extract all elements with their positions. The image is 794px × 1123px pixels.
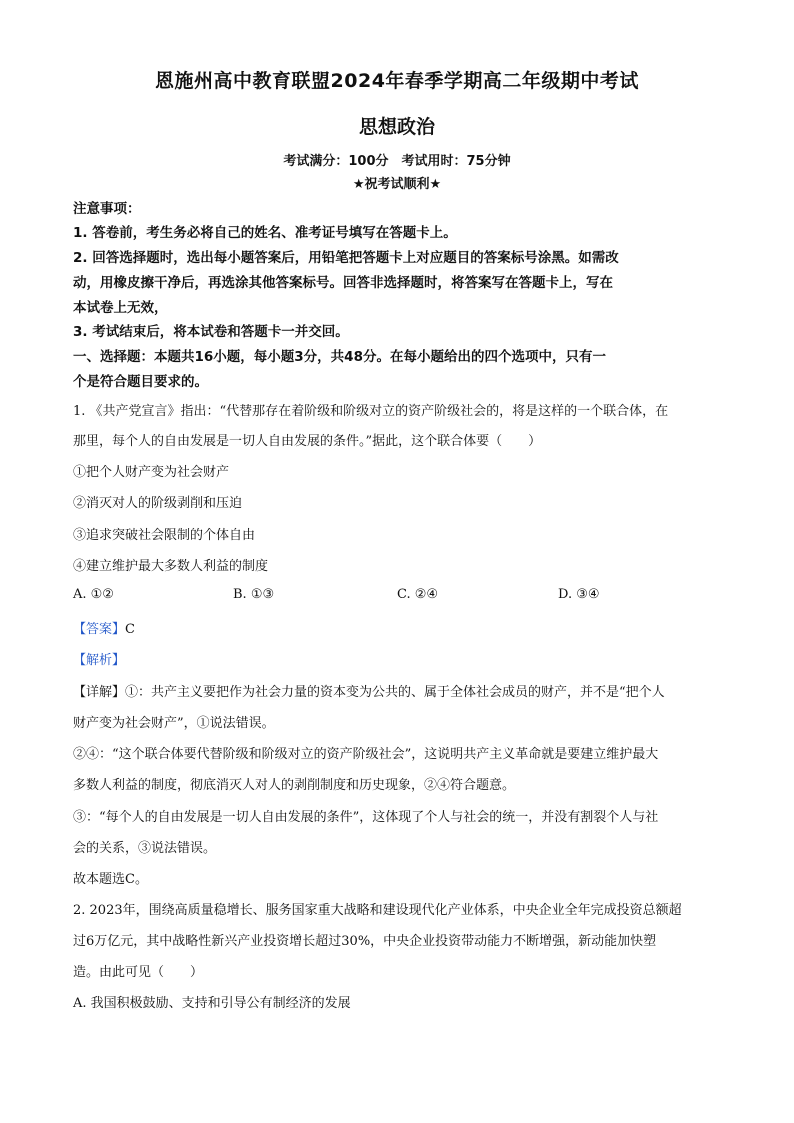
detail-line: 多数人利益的制度，彻底消灭人对人的剥削制度和历史现象，②④符合题意。	[73, 778, 516, 793]
exam-subject: 思想政治	[358, 116, 435, 138]
note-line: 1. 答卷前，考生务必将自己的姓名、准考证号填写在答题卡上。	[73, 225, 457, 241]
note-line: 2. 回答选择题时，选出每小题答案后，用铅笔把答题卡上对应题目的答案标号涂黑。如需改	[73, 250, 619, 266]
exam-title: 恩施州高中教育联盟2024年春季学期高二年级期中考试	[155, 70, 639, 92]
detail-line: 故本题选C。	[73, 872, 148, 887]
question-stem: 1. 《共产党宣言》指出：“代替那存在着阶级和阶级对立的资产阶级社会的，将是这样的一个联合体，在	[73, 404, 669, 419]
note-line: 动，用橡皮擦干净后，再选涂其他答案标号。回答非选择题时，将答案写在答题卡上，写在	[73, 275, 613, 291]
statement-item: ②消灭对人的阶级剥削和压迫	[73, 496, 243, 511]
question-stem: 过6万亿元，其中战略性新兴产业投资增长超过30%，中央企业投资带动能力不断增强，新动能加快塑	[73, 934, 657, 949]
answer-row	[73, 618, 135, 637]
statement-item: ④建立维护最大多数人利益的制度	[73, 559, 269, 574]
exam-meta: 考试满分：100分 考试用时：75分钟	[283, 154, 511, 169]
detail-line: 财产变为社会财产”，①说法错误。	[73, 716, 275, 731]
question-stem: 2. 2023年，围绕高质量稳增长、服务国家重大战略和建设现代化产业体系，中央企业全年完成投资总额超	[73, 903, 682, 918]
notes-heading: 注意事项：	[73, 201, 141, 217]
question-stem: 造。由此可见（ ）	[73, 965, 204, 980]
detail-line: 【详解】①：共产主义要把作为社会力量的资本变为公共的、属于全体社会成员的财产，并不是“把个人	[73, 685, 665, 700]
detail-line: ②④：“这个联合体要代替阶级和阶级对立的资产阶级社会”，这说明共产主义革命就是要建立维护最大	[73, 747, 659, 762]
statement-item: ①把个人财产变为社会财产	[73, 465, 230, 480]
statement-item: ③追求突破社会限制的个体自由	[73, 528, 256, 543]
exam-wish: ★祝考试顺利★	[352, 177, 442, 192]
detail-line: ③：“每个人的自由发展是一切人自由发展的条件”，这体现了个人与社会的统一，并没有割裂个人与社	[73, 810, 659, 825]
analysis-tag: 【解析】	[73, 653, 126, 668]
option-a: A. ①②	[73, 587, 114, 602]
answer-value: C	[125, 622, 135, 637]
note-line: 3. 考试结束后，将本试卷和答题卡一并交回。	[73, 324, 349, 340]
note-line: 本试卷上无效，	[73, 300, 168, 316]
option-a: A. 我国积极鼓励、支持和引导公有制经济的发展	[73, 996, 351, 1011]
answer-tag: 【答案】	[73, 622, 126, 637]
option-b: B. ①③	[233, 587, 275, 602]
detail-line: 会的关系，③说法错误。	[73, 841, 217, 856]
option-c: C. ②④	[397, 587, 439, 602]
section-heading: 一、选择题：本题共16小题，每小题3分，共48分。在每小题给出的四个选项中，只有一	[73, 349, 606, 365]
section-heading: 个是符合题目要求的。	[73, 374, 208, 390]
question-stem: 那里，每个人的自由发展是一切人自由发展的条件。”据此，这个联合体要（ ）	[73, 434, 542, 449]
option-d: D. ③④	[558, 587, 600, 602]
